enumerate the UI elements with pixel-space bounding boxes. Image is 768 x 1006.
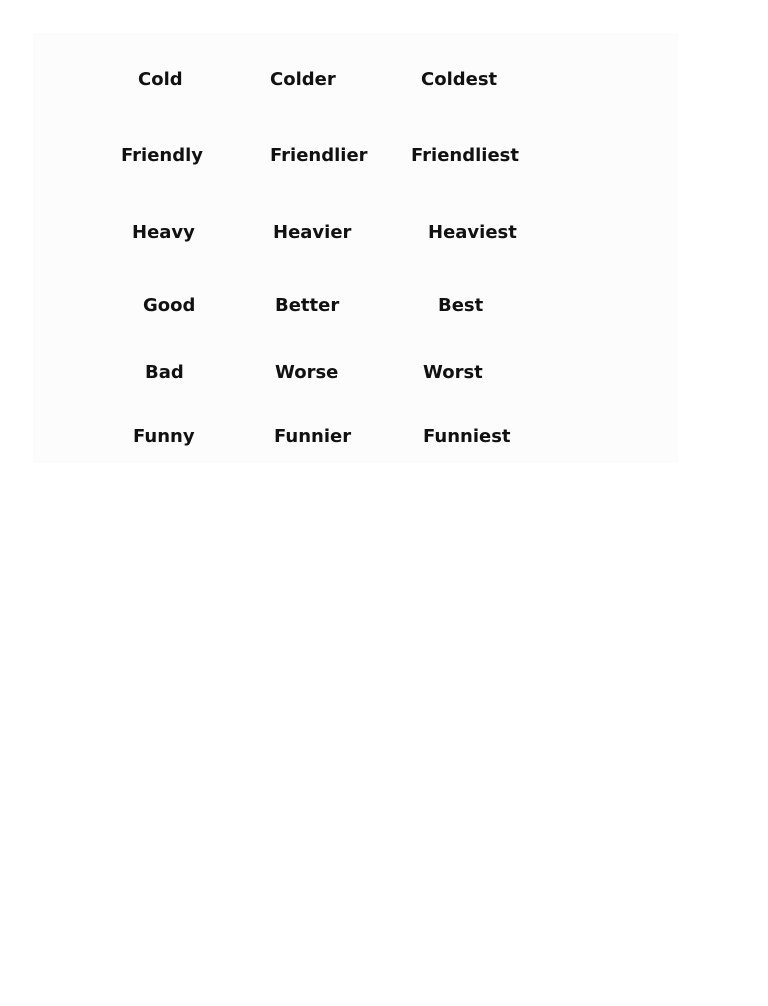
base-word: Heavy <box>132 222 195 243</box>
base-word: Friendly <box>121 145 204 166</box>
base-word: Funny <box>133 426 195 447</box>
superlative-word: Coldest <box>421 69 498 90</box>
base-word: Bad <box>145 362 184 383</box>
comparative-word: Heavier <box>273 222 352 243</box>
word-table-panel <box>33 33 678 463</box>
superlative-word: Funniest <box>423 426 511 447</box>
comparative-word: Worse <box>275 362 339 383</box>
superlative-word: Heaviest <box>428 222 517 243</box>
comparative-word: Friendlier <box>270 145 368 166</box>
superlative-word: Best <box>438 295 484 316</box>
base-word: Cold <box>138 69 183 90</box>
superlative-word: Worst <box>423 362 483 383</box>
comparative-word: Funnier <box>274 426 352 447</box>
comparative-word: Better <box>275 295 340 316</box>
comparative-word: Colder <box>270 69 336 90</box>
superlative-word: Friendliest <box>411 145 519 166</box>
base-word: Good <box>143 295 196 316</box>
